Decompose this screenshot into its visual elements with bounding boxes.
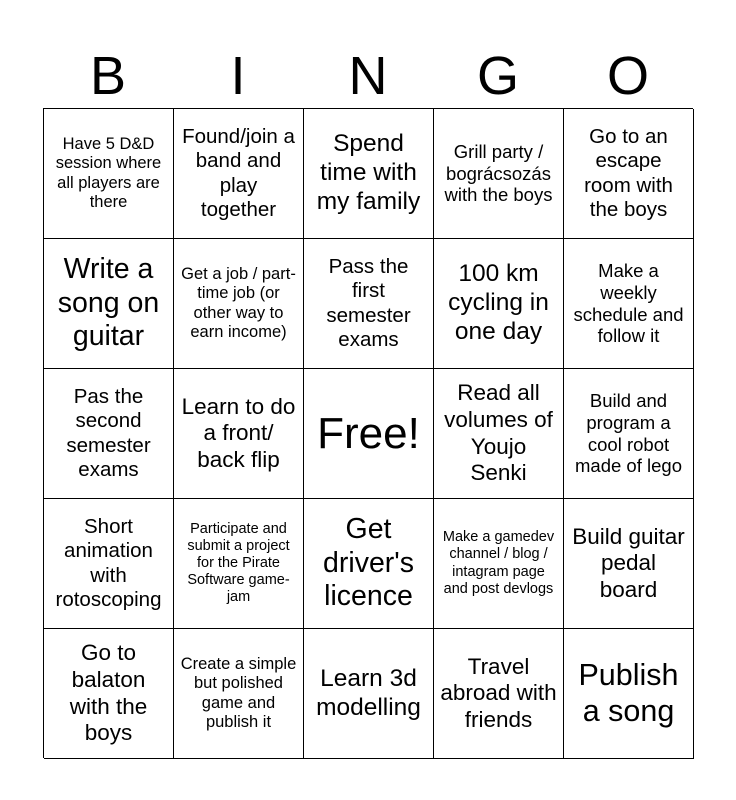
bingo-cell[interactable] (434, 369, 564, 499)
bingo-cell-text: Participate and submit a project for the Pirate Software game-jam (187, 520, 290, 606)
bingo-cell-text: Build and program a cool robot made of lego (575, 389, 682, 477)
bingo-cell[interactable] (434, 499, 564, 629)
bingo-cell-text: Make a weekly schedule and follow it (573, 259, 684, 347)
bingo-cell[interactable] (174, 109, 304, 239)
bingo-cell-text: Pas the second semester exams (66, 385, 151, 481)
bingo-cell-text: 100 km cycling in one day (448, 260, 549, 345)
bingo-cell-text: Learn to do a front/ back flip (181, 393, 296, 472)
header-letter-b: B (89, 46, 127, 106)
bingo-header (43, 44, 693, 108)
bingo-cell[interactable] (44, 499, 174, 629)
bingo-cell-text: Pass the first semester exams (326, 255, 411, 351)
bingo-cell[interactable] (564, 369, 694, 499)
bingo-cell[interactable] (174, 239, 304, 369)
bingo-cell-text: Write a song on guitar (57, 253, 160, 353)
bingo-cell-free[interactable] (304, 369, 434, 499)
bingo-cell[interactable] (304, 109, 434, 239)
bingo-cell-text: Travel abroad with friends (440, 653, 557, 732)
bingo-cell[interactable] (564, 499, 694, 629)
bingo-cell[interactable] (174, 369, 304, 499)
header-letter-g: G (476, 46, 519, 106)
bingo-cell-text: Grill party / bográcsozás with the boys (444, 140, 553, 206)
bingo-cell[interactable] (44, 629, 174, 759)
bingo-cell[interactable] (304, 629, 434, 759)
bingo-cell-text: Short animation with rotoscoping (55, 515, 162, 611)
header-letter-n: N (348, 46, 388, 106)
bingo-cell-text: Have 5 D&D session where all players are there (55, 134, 162, 211)
bingo-cell-text: Spend time with my family (316, 130, 421, 215)
header-letter-o: O (606, 46, 649, 106)
bingo-cell-text: Create a simple but polished game and publish it (180, 654, 297, 731)
bingo-cell-text: Go to balaton with the boys (69, 640, 148, 746)
bingo-cell[interactable] (44, 239, 174, 369)
bingo-cell[interactable] (174, 499, 304, 629)
bingo-card-grid (43, 108, 693, 758)
bingo-cell[interactable] (174, 629, 304, 759)
bingo-cell-text: Read all volumes of Youjo Senki (444, 380, 553, 486)
bingo-cell[interactable] (304, 499, 434, 629)
bingo-cell-text: Build guitar pedal board (572, 523, 685, 602)
bingo-cell[interactable] (304, 239, 434, 369)
free-space-text: Free! (317, 408, 420, 458)
bingo-cell-text: Found/join a band and play together (182, 125, 295, 221)
bingo-cell-text: Go to an escape room with the boys (584, 125, 673, 221)
header-letter-i: I (230, 46, 246, 106)
bingo-cell-text: Publish a song (578, 657, 679, 728)
bingo-cell[interactable] (564, 629, 694, 759)
bingo-cell-text: Get a job / part-time job (or other way to earn income) (181, 264, 296, 341)
bingo-cell[interactable] (564, 239, 694, 369)
bingo-cell-text: Learn 3d modelling (316, 664, 421, 721)
bingo-cell-text: Get driver's licence (323, 513, 414, 613)
bingo-cell[interactable] (564, 109, 694, 239)
bingo-cell[interactable] (44, 109, 174, 239)
bingo-cell[interactable] (434, 109, 564, 239)
bingo-cell[interactable] (434, 629, 564, 759)
bingo-cell[interactable] (434, 239, 564, 369)
bingo-cell[interactable] (44, 369, 174, 499)
bingo-cell-text: Make a gamedev channel / blog / intagram page and post devlogs (442, 529, 555, 597)
